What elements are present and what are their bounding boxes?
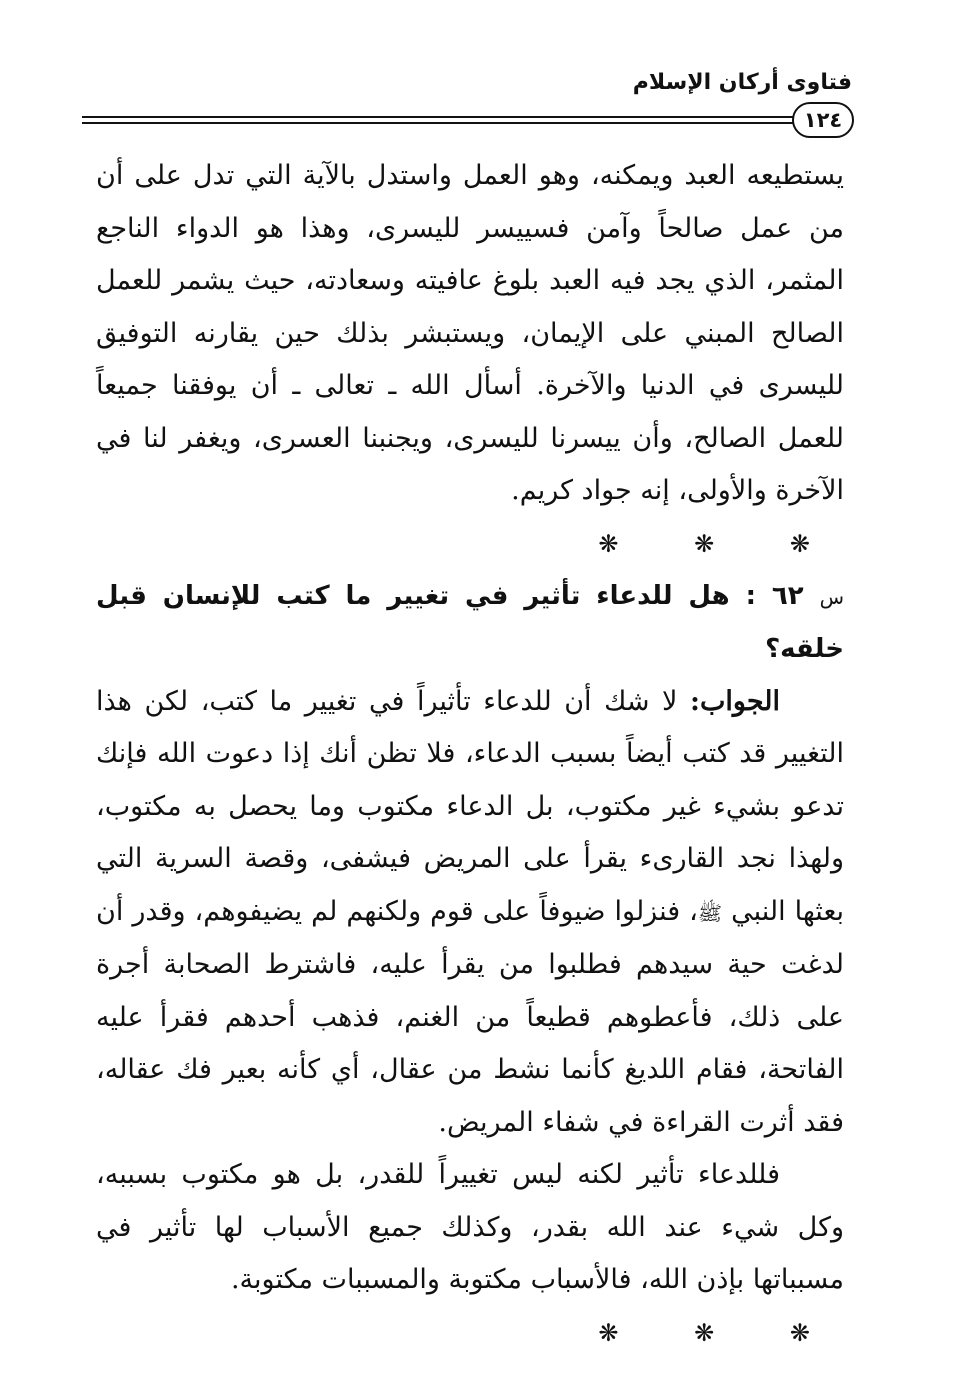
section-separator-end: ❋ ❋ ❋ bbox=[598, 1318, 844, 1347]
question-label: س bbox=[819, 584, 844, 609]
answer-text-part2: ، فنزلوا ضيوفاً على قوم ولكنهم لم يضيفوهم، وقدر أن لدغت حية سيدهم فطلبوا من يقرأ عليه، فاشترط الصحابة أجرة على ذلك، فأعطوهم قطيعاً من الغنم، فذهب أحدهم فقرأ عليه الفاتحة، فقام اللديغ كأنما نشط من عقال، أي كأنه بعير فك عقاله، فقد أثرت القراءة في شفاء المريض. bbox=[96, 895, 844, 1138]
question-text: هل للدعاء تأثير في تغيير ما كتب للإنسان قبل خلقه؟ bbox=[96, 580, 844, 664]
question-number: ٦٢ : bbox=[745, 580, 804, 611]
paragraph-continued: يستطيعه العبد ويمكنه، وهو العمل واستدل بالآية التي تدل على أن من عمل صالحاً وآمن فسييسر لليسرى، وهذا هو الدواء الناجع المثمر، الذي يجد فيه العبد بلوغ عافيته وسعادته، حيث يشمر للعمل الصالح المبني على الإيمان، ويستبشر بذلك حين يقارنه التوفيق لليسرى في الدنيا والآخرة. أسأل الله ـ تعالى ـ أن يوفقنا جميعاً للعمل الصالح، وأن ييسرنا لليسرى، ويجنبنا العسرى، ويغفر لنا في الآخرة والأولى، إنه جواد كريم. bbox=[96, 160, 844, 506]
answer-label: الجواب: bbox=[690, 685, 780, 717]
page-number: ١٢٤ bbox=[792, 102, 854, 138]
section-separator: ❋ ❋ ❋ bbox=[598, 529, 844, 558]
question-heading bbox=[96, 570, 844, 676]
answer-text-part1: لا شك أن للدعاء تأثيراً في تغيير ما كتب، لكن هذا التغيير قد كتب أيضاً بسبب الدعاء، فلا تظن أنك إذا دعوت الله فإنك تدعو بشيء غير مكتوب، بل الدعاء مكتوب وما يحصل به مكتوب، ولهذا نجد القارىء يقرأ على المريض فيشفى، وقصة السرية التي بعثها النبي bbox=[96, 685, 844, 927]
body-text bbox=[96, 150, 844, 1359]
header-rule-bottom bbox=[82, 122, 797, 124]
header-rule-top bbox=[82, 116, 797, 118]
running-title: فتاوى أركان الإسلام bbox=[632, 70, 852, 95]
conclusion-paragraph: فللدعاء تأثير لكنه ليس تغييراً للقدر، بل هو مكتوب بسببه، وكل شيء عند الله بقدر، وكذلك جميع الأسباب لها تأثير في مسبباتها بإذن الله، فالأسباب مكتوبة والمسببات مكتوبة. bbox=[96, 1159, 844, 1295]
salutation-ornament: ﷺ bbox=[697, 900, 723, 925]
answer-paragraph bbox=[96, 676, 844, 1150]
